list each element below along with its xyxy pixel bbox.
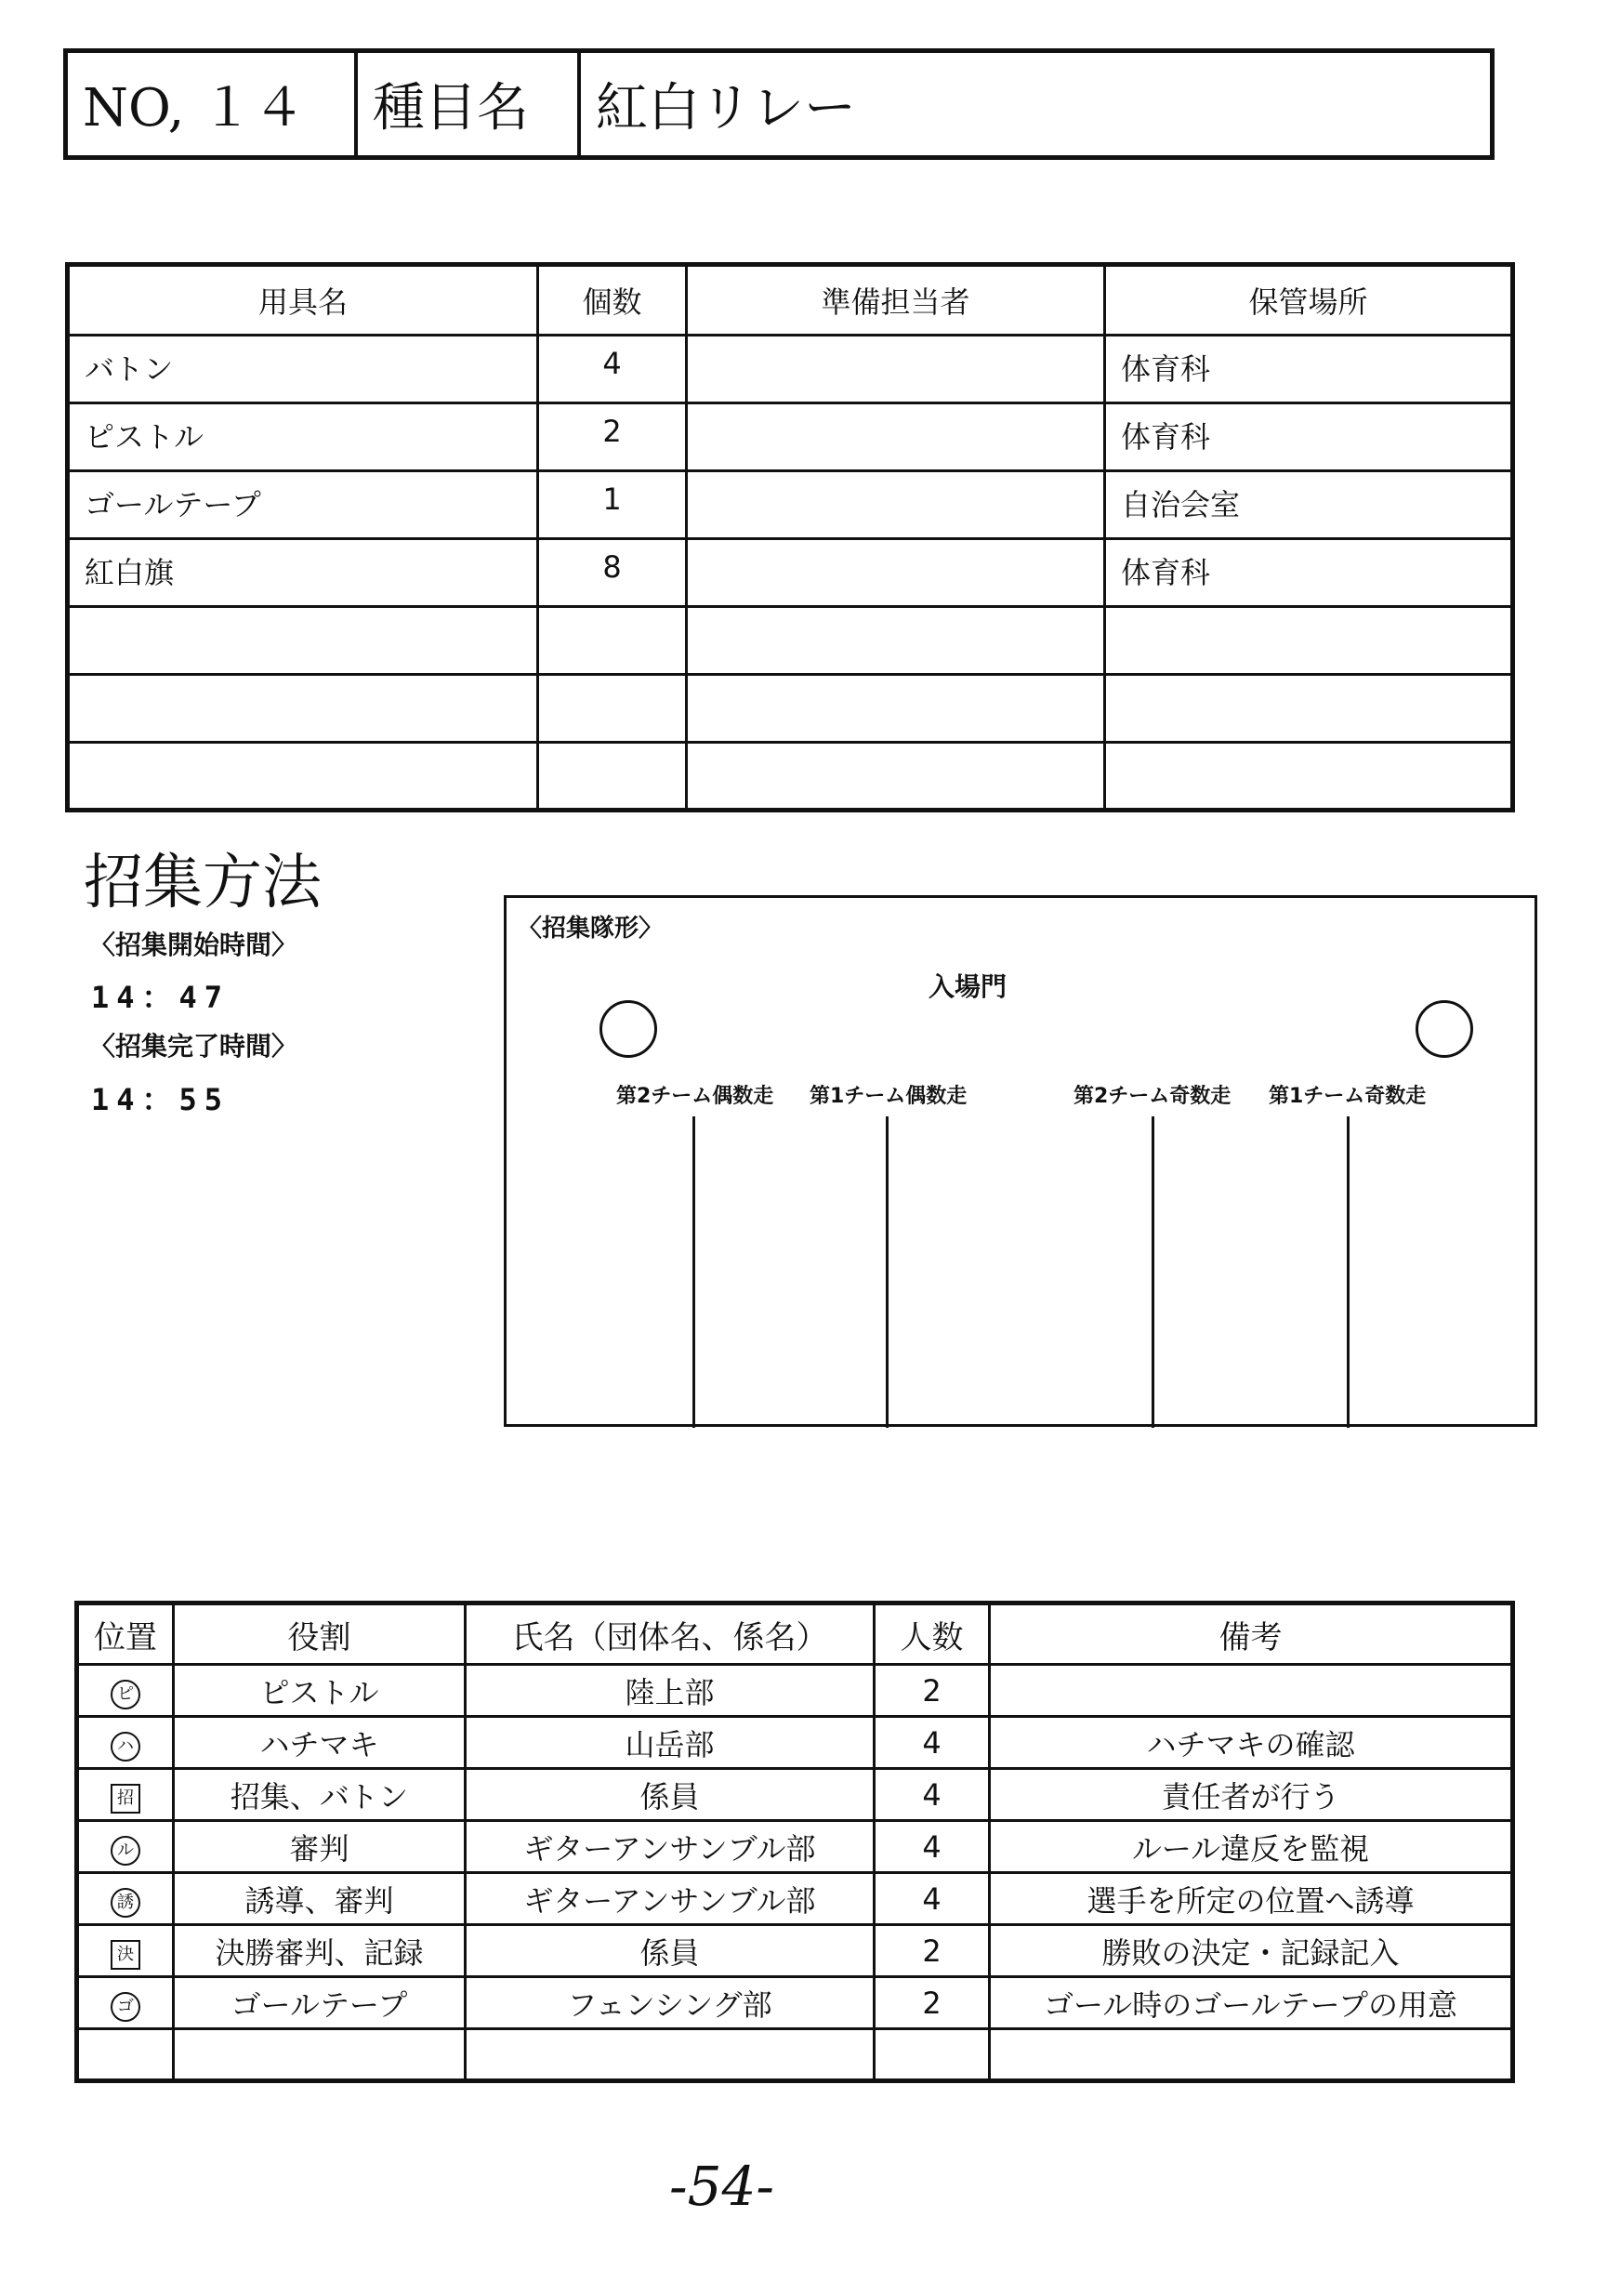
lane-label-4: 第1チーム奇数走 <box>1269 1085 1427 1108</box>
staff-role <box>174 2029 466 2081</box>
equipment-place: 体育科 <box>1105 539 1513 607</box>
position-mark: ゴ <box>111 1992 140 2022</box>
position-mark: ピ <box>111 1680 140 1709</box>
staff-role: 招集、バトン <box>174 1769 466 1821</box>
staff-role: ゴールテープ <box>174 1977 466 2029</box>
staff-role: ピストル <box>174 1665 466 1717</box>
equipment-place <box>1105 607 1513 675</box>
lane-line-4 <box>1347 1116 1350 1428</box>
start-time-label: 〈招集開始時間〉 <box>89 930 298 960</box>
position-mark: 招 <box>111 1784 140 1814</box>
table-row <box>68 743 1513 811</box>
equipment-name: ピストル <box>68 403 538 471</box>
staff-count: 4 <box>875 1873 990 1925</box>
circle-marker-right <box>1416 1000 1473 1058</box>
staff-note: ゴール時のゴールテープの用意 <box>990 1977 1513 2029</box>
staff-position <box>77 1769 174 1821</box>
staff-role: ハチマキ <box>174 1717 466 1769</box>
staff-note: ハチマキの確認 <box>990 1717 1513 1769</box>
equipment-place: 体育科 <box>1105 336 1513 403</box>
start-time: 14：47 <box>91 980 231 1015</box>
position-mark: 誘 <box>111 1888 140 1918</box>
staff-table <box>74 1601 1515 2083</box>
staff-name: 山岳部 <box>466 1717 875 1769</box>
table-row <box>68 607 1513 675</box>
equipment-staff <box>687 336 1105 403</box>
staff-role: 審判 <box>174 1821 466 1873</box>
staff-note: 選手を所定の位置へ誘導 <box>990 1873 1513 1925</box>
col-notes: 備考 <box>990 1603 1513 1665</box>
staff-note <box>990 1665 1513 1717</box>
staff-name: ギターアンサンブル部 <box>466 1873 875 1925</box>
lane-label-1: 第2チーム偶数走 <box>616 1085 774 1108</box>
formation-diagram <box>504 895 1537 1427</box>
staff-name: ギターアンサンブル部 <box>466 1821 875 1873</box>
event-label: 種目名 <box>358 53 581 155</box>
col-name: 氏名（団体名、係名） <box>466 1603 875 1665</box>
position-mark: ル <box>111 1836 140 1866</box>
table-row <box>68 403 1513 471</box>
staff-position <box>77 1925 174 1977</box>
col-role: 役割 <box>174 1603 466 1665</box>
staff-name: 陸上部 <box>466 1665 875 1717</box>
equipment-place: 自治会室 <box>1105 471 1513 539</box>
equipment-header-row <box>68 265 1513 336</box>
equipment-staff <box>687 471 1105 539</box>
col-equipment-name: 用具名 <box>68 265 538 336</box>
col-count: 人数 <box>875 1603 990 1665</box>
staff-name: フェンシング部 <box>466 1977 875 2029</box>
staff-position <box>77 1873 174 1925</box>
page-number: -54- <box>669 2155 774 2218</box>
equipment-place: 体育科 <box>1105 403 1513 471</box>
table-row <box>77 1821 1513 1873</box>
end-time-label: 〈招集完了時間〉 <box>89 1031 298 1062</box>
event-header <box>63 48 1495 160</box>
equipment-staff <box>687 607 1105 675</box>
table-row <box>77 1977 1513 2029</box>
equipment-name: バトン <box>68 336 538 403</box>
staff-note: 勝敗の決定・記録記入 <box>990 1925 1513 1977</box>
staff-position <box>77 1821 174 1873</box>
table-row <box>77 1665 1513 1717</box>
equipment-name: 紅白旗 <box>68 539 538 607</box>
table-row <box>68 539 1513 607</box>
equipment-qty: 1 <box>538 471 687 539</box>
staff-count: 2 <box>875 1665 990 1717</box>
table-row <box>77 1873 1513 1925</box>
equipment-name <box>68 743 538 811</box>
staff-name: 係員 <box>466 1925 875 1977</box>
lane-label-2: 第1チーム偶数走 <box>810 1085 968 1108</box>
equipment-qty: 2 <box>538 403 687 471</box>
entrance-gate-label: 入場門 <box>929 971 1008 1002</box>
col-prep-staff: 準備担当者 <box>687 265 1105 336</box>
equipment-staff <box>687 743 1105 811</box>
staff-role: 誘導、審判 <box>174 1873 466 1925</box>
lane-line-3 <box>1152 1116 1154 1428</box>
equipment-name: ゴールテープ <box>68 471 538 539</box>
staff-name <box>466 2029 875 2081</box>
equipment-qty <box>538 675 687 743</box>
equipment-staff <box>687 403 1105 471</box>
lane-label-3: 第2チーム奇数走 <box>1074 1085 1232 1108</box>
equipment-qty <box>538 607 687 675</box>
table-row <box>68 336 1513 403</box>
lane-line-1 <box>692 1116 695 1428</box>
equipment-table <box>65 262 1515 812</box>
col-storage: 保管場所 <box>1105 265 1513 336</box>
circle-marker-left <box>599 1000 657 1058</box>
staff-role: 決勝審判、記録 <box>174 1925 466 1977</box>
table-row <box>77 1717 1513 1769</box>
equipment-qty <box>538 743 687 811</box>
col-quantity: 個数 <box>538 265 687 336</box>
staff-position <box>77 2029 174 2081</box>
lane-line-2 <box>886 1116 889 1428</box>
equipment-staff <box>687 539 1105 607</box>
event-name: 紅白リレー <box>596 78 856 139</box>
recruit-title: 招集方法 <box>84 849 322 917</box>
equipment-name <box>68 675 538 743</box>
equipment-place <box>1105 675 1513 743</box>
staff-count: 4 <box>875 1821 990 1873</box>
formation-caption: 〈招集隊形〉 <box>518 915 664 943</box>
equipment-qty: 4 <box>538 336 687 403</box>
staff-position <box>77 1977 174 2029</box>
equipment-name <box>68 607 538 675</box>
staff-count: 2 <box>875 1925 990 1977</box>
staff-header-row <box>77 1603 1513 1665</box>
staff-count: 2 <box>875 1977 990 2029</box>
table-row <box>68 471 1513 539</box>
equipment-qty: 8 <box>538 539 687 607</box>
staff-note: ルール違反を監視 <box>990 1821 1513 1873</box>
equipment-place <box>1105 743 1513 811</box>
staff-position <box>77 1717 174 1769</box>
equipment-staff <box>687 675 1105 743</box>
staff-name: 係員 <box>466 1769 875 1821</box>
position-mark: ハ <box>111 1732 140 1762</box>
staff-position <box>77 1665 174 1717</box>
position-mark: 決 <box>111 1940 140 1970</box>
col-position: 位置 <box>77 1603 174 1665</box>
table-row <box>68 675 1513 743</box>
staff-count: 4 <box>875 1769 990 1821</box>
table-row <box>77 1925 1513 1977</box>
staff-note: 責任者が行う <box>990 1769 1513 1821</box>
event-number: NO, １４ <box>68 53 358 155</box>
table-row <box>77 1769 1513 1821</box>
table-row <box>77 2029 1513 2081</box>
staff-count <box>875 2029 990 2081</box>
staff-count: 4 <box>875 1717 990 1769</box>
end-time: 14：55 <box>91 1082 231 1117</box>
staff-note <box>990 2029 1513 2081</box>
